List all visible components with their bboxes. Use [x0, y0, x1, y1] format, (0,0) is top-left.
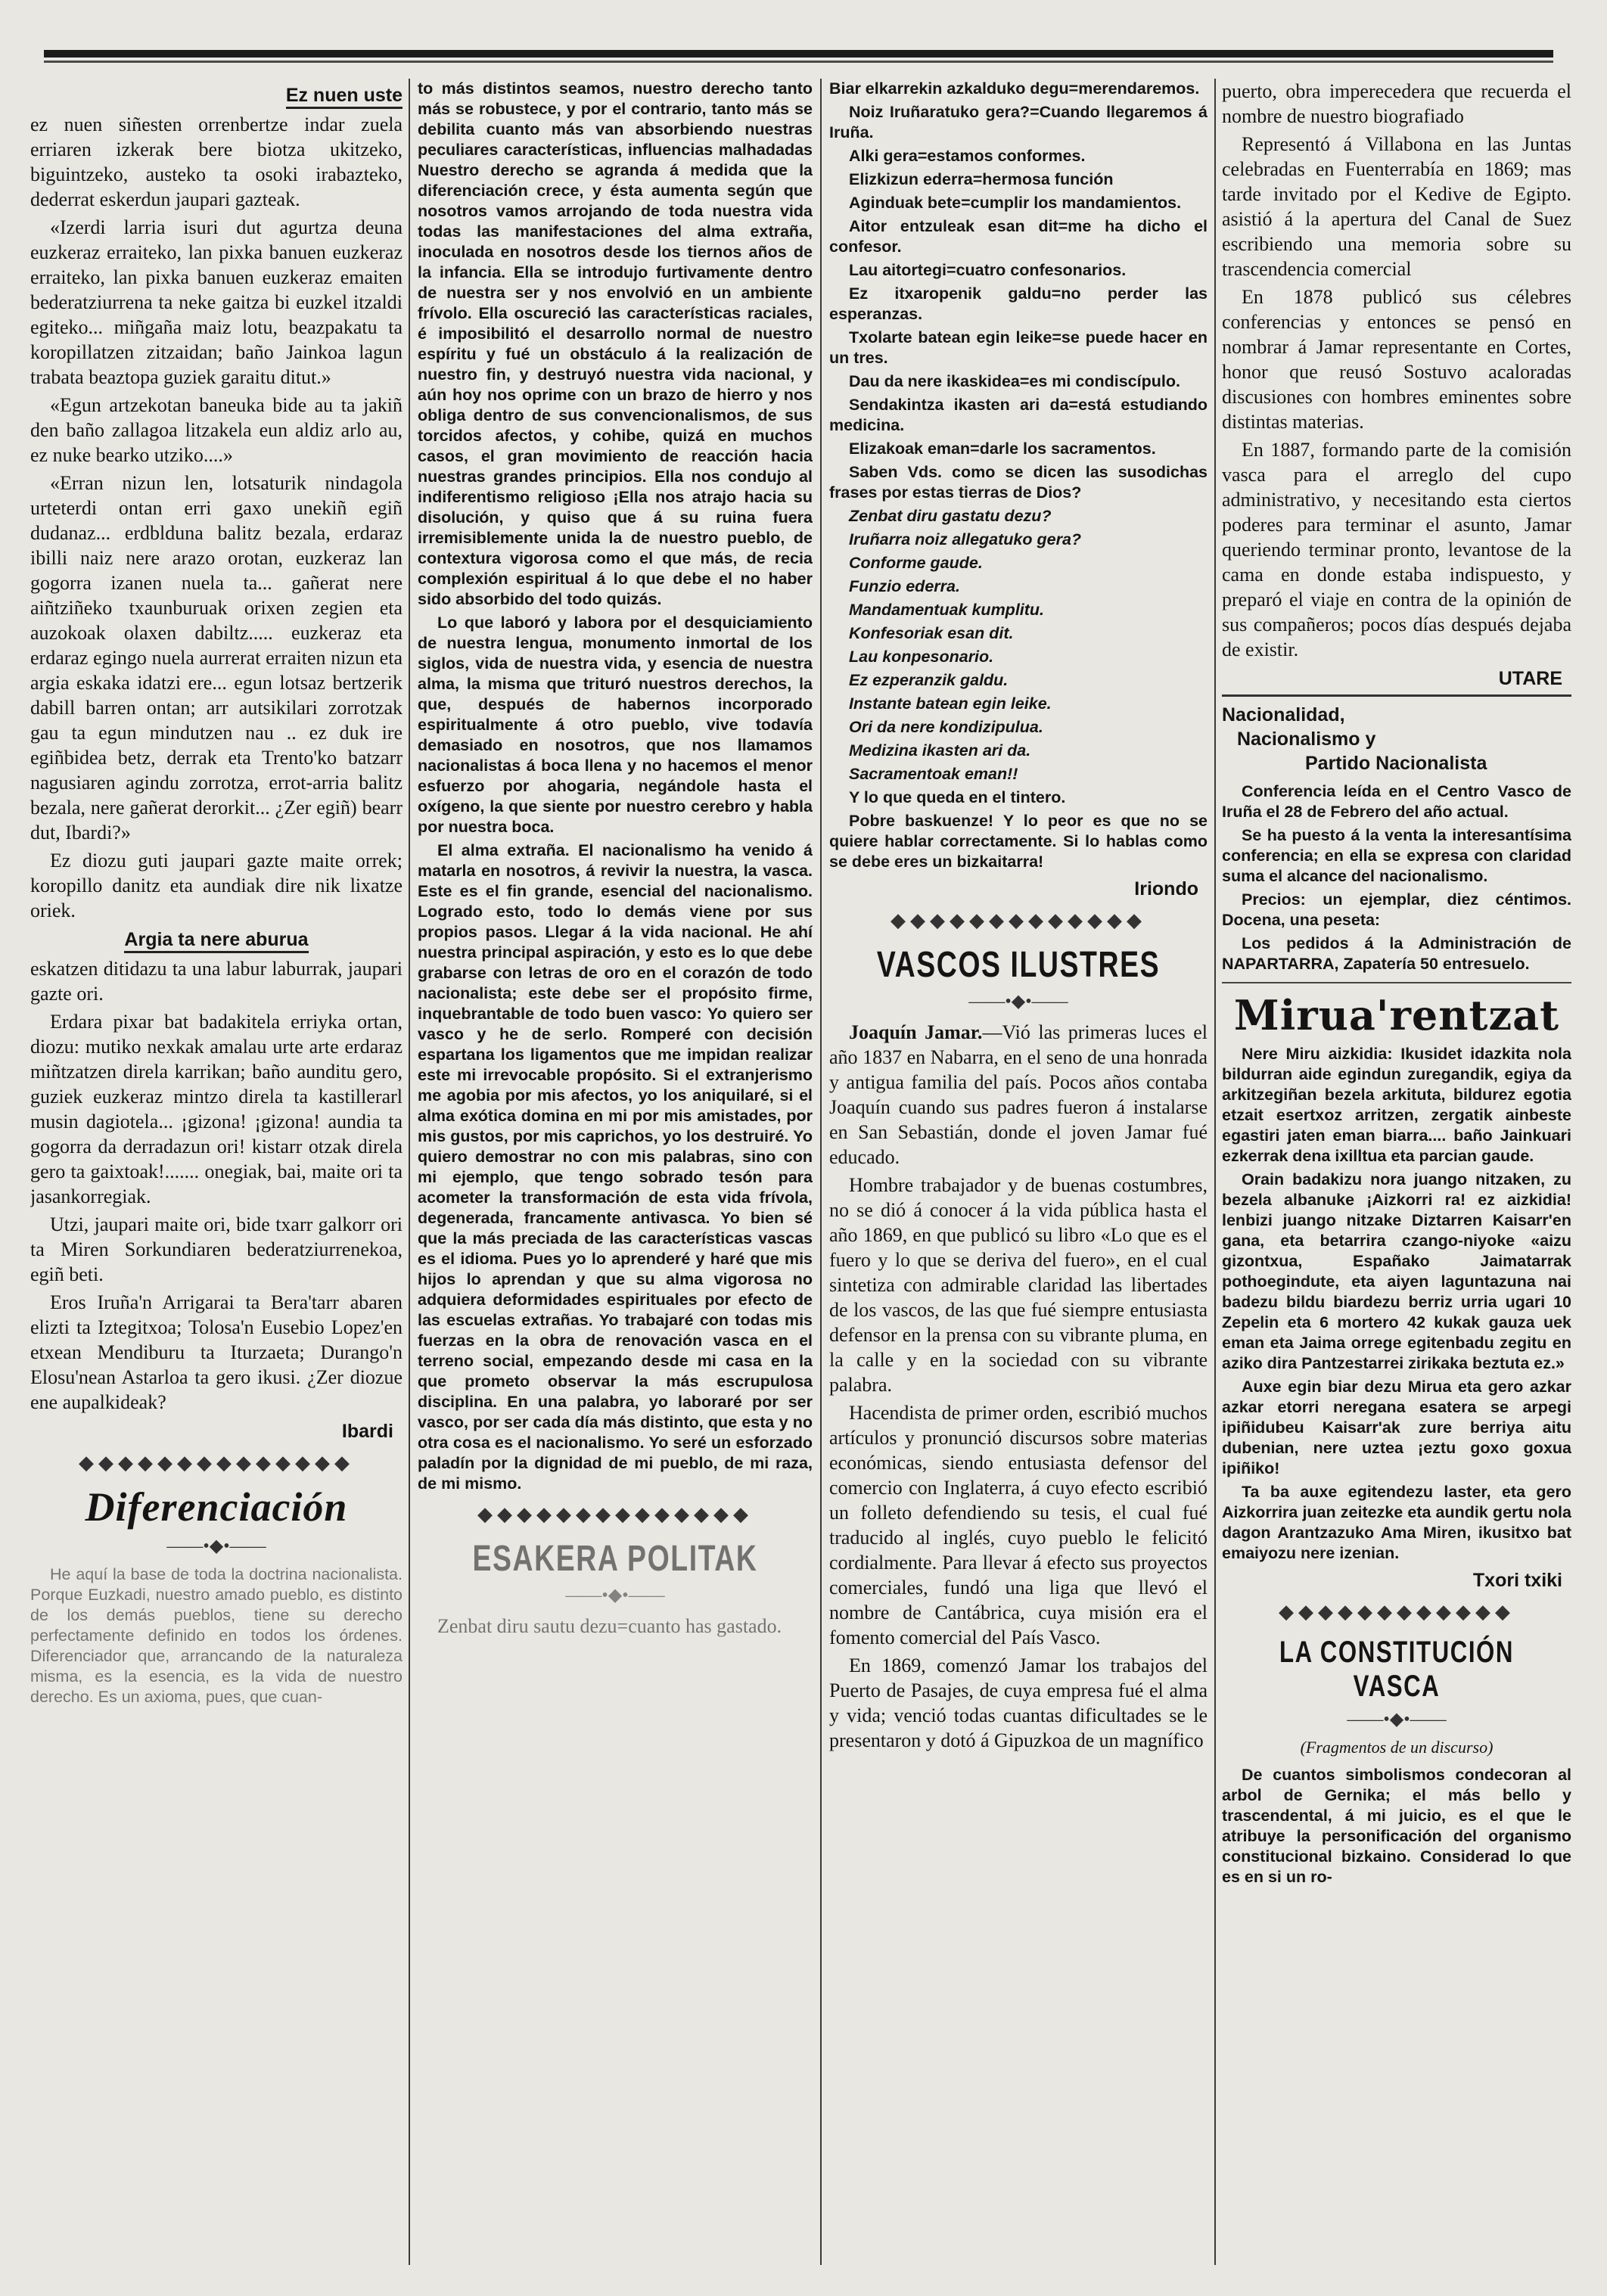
- column-rule: [409, 79, 410, 2265]
- phrase-item: Ez itxaropenik galdu=no perder las esperanzas.: [829, 284, 1208, 323]
- column-2: [418, 79, 813, 2273]
- paragraph: Nere Miru aizkidia: Ikusidet idazkita nola bildurran aide egindun zuregandik, egiya da arkitzegiñan bezela arkituta, bildurez egotia etzait esertxoz arritzen, zergatik ainbeste egastiri jaten eman biarra.... baño Jainkuari ezkerrak dena ixilltua eta parcian gaude.: [1222, 1045, 1571, 1165]
- signature: Iriondo: [1134, 878, 1198, 899]
- paragraph: Los pedidos á la Administración de NAPARTARRA, Zapatería 50 entresuelo.: [1222, 934, 1571, 973]
- paragraph: Conferencia leída en el Centro Vasco de Iruña el 28 de Febrero del año actual.: [1222, 782, 1571, 821]
- phrase-item: Sacramentoak eman!!: [849, 765, 1018, 783]
- article-body: [1222, 781, 1571, 974]
- article-title: Mirua'rentzat: [1233, 991, 1560, 1039]
- phrase-item: Txolarte batean egin leike=se puede hacer en un tres.: [829, 328, 1208, 367]
- article-body: [30, 956, 403, 1415]
- faded-paragraph: Zenbat diru sautu dezu=cuanto has gastado.: [437, 1615, 782, 1637]
- article-body: [1222, 1765, 1571, 1887]
- paragraph: El alma extraña. El nacionalismo ha venido á matarla en nosotros, á revivir la nuestra, la vasca. Este es el fin grande, esencial del nacionalismo. Logrado esto, todo lo demás viene por sus propios pasos. Llegar á la vida nacional. He ahí nuestra principal aspiración, y esto es lo que debe grabarse con letras de oro en el corazón de todo nacionalista; este debe ser el propósito firme, inquebrantable de todo buen vasco: Yo quiero ser vasco y he de serlo. Romperé con decisión espartana los ligamentos que me impidan realizar este mi irrevocable propósito. Si el extranjerismo me agobia por mis afectos, yo los aniquilaré, si el alma exótica domina en mi por mis amistades, por mis gustos, por mis caprichos, yo los destruiré. Yo quiero demostrar no con mis palabras, sino con mi ejemplo, que tengo sobrado tesón para acometer la transformación de esta vida frívola, degenerada, francamente antivasca. Yo bien sé que la más preciada de las características vascas es el idioma. Pues yo lo aprenderé y haré que mis hijos lo aprendan y que su alma vigorosa no adquiera deformidades espirituales por efecto de las escuelas extrañas. Yo trabajaré con todas mis fuerzas en la obra de renovación vasca en el terreno social, empezando desde mi casa en la que prometo observar la más escrupulosa disciplina. En una palabra, yo laboraré por ser vasco, por ser cada día más distinto, que esta y no otra cosa es el nacionalismo. Yo seré un esforzado paladín por la dignidad de mi pueblo, de mi raza, de mi mismo.: [418, 841, 813, 1493]
- phrase-item: Aginduak bete=cumplir los mandamientos.: [849, 194, 1182, 212]
- signature: Txori txiki: [1472, 1570, 1562, 1591]
- phrase-item: Konfesoriak esan dit.: [849, 624, 1014, 642]
- column-4: [1222, 79, 1571, 2273]
- phrase-item: Conforme gaude.: [849, 554, 983, 572]
- phrase-item: Aitor entzuleak esan dit=me ha dicho el confesor.: [829, 217, 1208, 256]
- paragraph: Hacendista de primer orden, escribió muchos artículos y pronunció discursos sobre materias económicas, siendo entusiasta defensor del comercio con Inglaterra, á cuyo efecto escribió un folleto defendiendo su tesis, el cual fué traducido al inglés, cuyo pueblo le felicitó cordialmente. Para llevar á efecto sus proyectos comerciales, fundó una liga que llevó el nombre de Cantábrica, cuya misión era el fomento comercial del País Vasco.: [829, 1402, 1208, 1648]
- phrase-item: Instante batean egin leike.: [849, 694, 1052, 713]
- paragraph: ez nuen siñesten orrenbertze indar zuela erriaren izkerak bere biotza ukitzeko, biguintzeko, austeko ta osoki irabazteko, dederrat eskerdun jaupari gazteak.: [30, 113, 403, 210]
- paragraph: Representó á Villabona en las Juntas celebradas en Fuenterrabía en 1869; mas tarde invitado por el Kedive de Egipto. asistió á la apertura del Canal de Suez escribiendo una memoria sobre su trascendencia comercial: [1222, 133, 1571, 280]
- paragraph: Utzi, jaupari maite ori, bide txarr galkorr ori ta Miren Sorkundiaren bederatziurrenekoa, egiñ beti.: [30, 1213, 403, 1285]
- paragraph: Hombre trabajador y de buenas costumbres, no se dió á conocer á la vida pública hasta el año 1869, en que publicó su libro «Lo que es el fuero y lo que se deriva del fuero», en el cual sintetiza con admirable claridad las libertades de los vascos, de las que fué siempre entusiasta defensor en la prensa con su vibrante pluma, en la calle y en la sociedad con su vibrante palabra.: [829, 1174, 1208, 1396]
- paragraph: —Vió las primeras luces el año 1837 en Nabarra, en el seno de una honrada y antigua familia del país. Pocos años contaba Joaquín cuando sus padres fueron á instalarse en San Sebastián, donde el joven Jamar fué educado.: [829, 1021, 1208, 1168]
- paragraph: eskatzen ditidazu ta una labur laburrak, jaupari gazte ori.: [30, 958, 403, 1005]
- divider: [1222, 982, 1571, 983]
- paragraph: to más distintos seamos, nuestro derecho tanto más se robustece, y por el contrario, tanto más se debilita cuanto más van absorbiendo nuestras peculiares características, influencias malhadadas Nuestro derecho se agranda á medida que la diferenciación crece, y ésta aumenta según que nosotros vamos arrojando de toda nuestra vida todas las manifestaciones del alma extraña, inoculada en nosotros desde los tiernos años de la infancia. Ella se introdujo furtivamente dentro de nuestra ser y nos envolvió en un ambiente frívolo. Ella oscureció las características raciales, é imposibilitó el desarrollo normal de nuestro espíritu y fué un obstáculo á la realización de nuestro fin, y destruyó nuestra vida nacional, y aún hoy nos oprime con un brazo de hierro y nos obliga dentro de sus convencionalismos, de sus torcidos afectos, y cohibe, quizá en muchos casos, el gran movimiento de reacción hacia nuestras grandes principios. Ella nos condujo al indiferentismo religioso ¡Ella nos atrajo hacia su disolución, y quiso que á su ruina fuera irremisiblemente unida la de nuestro pueblo, de contextura vigorosa como el que más, de recia complexión espiritual á lo que debe el no haber sido absorbido del todo quizás.: [418, 79, 813, 608]
- paragraph: Auxe egin biar dezu Mirua eta gero azkar azkar etorri neregana esatera se arpegi ipiñidubeu Kaisarr'ak zure berriya aitu dubenian, nere uztea ¡eztu goxo goxua ipiñiko!: [1222, 1378, 1571, 1477]
- phrase-item: Noiz Iruñaratuko gera?=Cuando llegaremos á Iruña.: [829, 103, 1208, 141]
- ornament-divider: ◆◆◆◆◆◆◆◆◆◆◆◆◆: [891, 909, 1146, 931]
- paragraph: De cuantos simbolismos condecoran al arbol de Gernika; el más bello y trascendental, á mi juicio, es el que le atribuye la personificación del organismo constitucional bizkaino. Considerad lo que es en si un ro-: [1222, 1766, 1571, 1886]
- column-rule: [1214, 79, 1216, 2265]
- phrase-item: Mandamentuak kumplitu.: [849, 601, 1045, 619]
- newspaper-page: [30, 79, 1571, 2280]
- lead-name: Joaquín Jamar.: [849, 1021, 983, 1043]
- paragraph: Ta ba auxe egitendezu laster, eta gero Aizkorrira juan zeitezke eta aundik gertu nola dagon Arantzazuko Ama Miren, ikusitxo bat emaiyozu nere izenian.: [1222, 1483, 1571, 1562]
- paragraph: Se ha puesto á la venta la interesantísima conferencia; en ella se expresa con claridad suma el alcance del nacionalismo.: [1222, 826, 1571, 885]
- phrase-item: Ez ezperanzik galdu.: [849, 671, 1009, 689]
- paragraph: Eros Iruña'n Arrigarai ta Bera'tarr abaren elizti ta Iztegitxoa; Tolosa'n Eusebio Lopez'en etxean Mendiburu ta Iturzaeta; Durango'n Elosu'nean Astarloa ta gero ikusi. ¿Zer diozue ene aupalkideak?: [30, 1291, 403, 1413]
- faded-paragraph: He aquí la base de toda la doctrina nacionalista. Porque Euzkadi, nuestro amado pueblo, es distinto de los demás pueblos, tiene su derecho perfectamente definido en todos los órdenes. Diferenciador que, arrancando de la naturaleza misma, es la esencia, es la vida de nuestro derecho. Es un axioma, pues, que cuan-: [30, 1565, 403, 1706]
- article-body: [30, 112, 403, 923]
- signature: UTARE: [1498, 668, 1562, 689]
- phrase-item: Alki gera=estamos conformes.: [849, 147, 1086, 165]
- article-subtitle: (Fragmentos de un discurso): [1300, 1738, 1494, 1757]
- paragraph: «Izerdi larria isuri dut agurtza deuna euzkeraz erraiteko, lan pixka banuen euzkeraz erraiteko, lan pixka banuen euzkeraz emaiten bederatziurrena ta neke gaitza bi euzkel itzaldi egiteko... miñgaña maiz lotu, beazpakatu ta koropillatzen zitzaidan; baño Jainkoa lagun trabata beaztopa guziek garaitu ditut.»: [30, 216, 403, 388]
- phrase-list: [829, 79, 1208, 872]
- ornament-divider: ◆◆◆◆◆◆◆◆◆◆◆◆◆◆: [477, 1503, 753, 1525]
- phrase-item: Biar elkarrekin azkalduko degu=merendaremos.: [829, 79, 1200, 98]
- signature: Ibardi: [341, 1421, 393, 1442]
- paragraph: «Egun artzekotan baneuka bide au ta jakiñ den baño zallagoa litzakela eun aldiz arlo au, ez nuke bearko utziko....»: [30, 394, 403, 466]
- phrase-item: Zenbat diru gastatu dezu?: [849, 507, 1052, 525]
- heading-line: Partido Nacionalista: [1305, 753, 1487, 774]
- article-heading: Ez nuen uste: [286, 85, 403, 109]
- paragraph: Ez diozu guti jaupari gazte maite orrek; koropillo danitz eta aundiak dire nik lixatze oriek.: [30, 850, 403, 921]
- phrase-item: Elizakoak eman=darle los sacramentos.: [849, 440, 1156, 458]
- top-rule-thin: [44, 61, 1553, 63]
- heading-line: Nacionalidad,: [1222, 704, 1345, 725]
- phrase-item: Dau da nere ikaskidea=es mi condiscípulo.: [849, 372, 1180, 390]
- paragraph: Erdara pixar bat badakitela erriyka ortan, diozu: mutiko nexkak amalau urte arte erdaraz miñtzatzen direla karrikan; baño aunditu gero, guziek euzkeraz mintzo direla ta kastillerarl musin dagiotela... ¡gizona! ¡gizona! aundia ta gogorra da derradazun ori! kistarr otzak direla gero ta gaixtoak!....... onegiak, bai, maite ori ta jasankorregiak.: [30, 1011, 403, 1207]
- paragraph: Lo que laboró y labora por el desquiciamiento de nuestra lengua, monumento inmortal de los siglos, vida de nuestra vida, y esencia de nuestra alma, la misma que trituró nuestros derechos, la que, después de habernos incorporado espiritualmente á otro pueblo, vive todavía demasiado en nosotros, que nos llamamos nacionalistas á boca llena y no hacemos el menor esfuerzo por ahogaria, negándole hasta el oxígeno, la que siente por nuestro cerebro y habla por nuestra boca.: [418, 614, 813, 836]
- paragraph: Precios: un ejemplar, diez céntimos. Docena, una peseta:: [1222, 890, 1571, 929]
- paragraph: «Erran nizun len, lotsaturik nindagola urteterdi ontan erri gaxo unekiñ egiñ dudanaz... erdbldunа balitz bezala, erdaraz ibilli naiz nere arazo orotan, euzkeraz lan gogorra izanen nuela ta... gañerat nere aiñtziñeko txaunburuak orixen zegien eta auzokoak olaxen dabiltz..... euzkeraz eta erdaraz egingo nuela aurrerat erraiten nizun eta argia eskaka idatzi ere... egun lotsaz bertzerik dabill barren ontan; arr autsikilari zorrotzak gau ta egun mindutzen nau .. ez duk ire egiñbidea betz, derrak eta Trento'ko batzarr nagusiaren agindu zorrotza, errot-arria balitz bezala, nere gañerat derorkit... ¿Zer egiñ) bearr dut, Ibardi?»: [30, 472, 403, 844]
- column-1: [30, 79, 403, 2273]
- ornament-divider: ——•◆•——: [1347, 1710, 1447, 1729]
- article-title: ESAKERA POLITAK: [472, 1539, 758, 1579]
- section-heading: [1222, 703, 1571, 775]
- paragraph: En 1887, formando parte de la comisión vasca para el arreglo del cupo administrativo, y necesitando esta ciertos poderes para terminar el asunto, Jamar queriendo terminar pronto, levantose de la cama en donde estaba indispuesto, y preparó el viaje en contra de la opinión de sus compañeros; pocos días después dejaba de existir.: [1222, 439, 1571, 660]
- article-heading: Argia ta nere aburua: [124, 929, 308, 953]
- phrase-item: Y lo que queda en el tintero.: [849, 788, 1066, 806]
- ornament-divider: ——•◆•——: [565, 1586, 665, 1605]
- paragraph: puerto, obra imperecedera que recuerda el nombre de nuestro biografiado: [1222, 80, 1571, 127]
- article-body: [1222, 79, 1571, 662]
- article-title: VASCOS ILUSTRES: [876, 945, 1161, 985]
- phrase-item: Lau konpesonario.: [849, 648, 994, 666]
- paragraph: En 1878 publicó sus célebres conferencias y entonces se pensó en nombrar á Jamar representante en Cortes, honor que reusó Sostuvo acaloradas discusiones con hombres eminentes sobre distintas materias.: [1222, 286, 1571, 433]
- column-3: [829, 79, 1208, 2273]
- paragraph: En 1869, comenzó Jamar los trabajos del Puerto de Pasajes, de cuya empresa fué el alma y vida; venció todas cuantas dificultades se le presentaron y dotó á Gipuzkoa de un magnífico: [829, 1654, 1208, 1751]
- phrase-item: Lau aitortegi=cuatro confesonarios.: [849, 261, 1127, 279]
- top-rule: [44, 50, 1553, 57]
- column-rule: [820, 79, 822, 2265]
- phrase-item: Ori da nere kondizipulua.: [849, 718, 1043, 736]
- phrase-item: Saben Vds. como se dicen las susodichas frases por estas tierras de Dios?: [829, 463, 1208, 502]
- article-title: LA CONSTITUCIÓN VASCA: [1279, 1636, 1514, 1703]
- article-body: [1222, 1044, 1571, 1564]
- article-body: [829, 1020, 1208, 1753]
- article-body: [418, 79, 813, 1494]
- phrase-item: Medizina ikasten ari da.: [849, 741, 1031, 760]
- article-title: Diferenciación: [85, 1484, 348, 1530]
- ornament-divider: ◆◆◆◆◆◆◆◆◆◆◆◆: [1279, 1601, 1515, 1623]
- ornament-divider: ——•◆•——: [968, 992, 1068, 1011]
- phrase-item: Funzio ederra.: [849, 577, 960, 595]
- phrase-item: Elizkizun ederra=hermosa función: [849, 170, 1114, 188]
- paragraph: Orain badakizu nora juango nitzaken, zu bezela albanuke ¡Aizkorri ra! ez aizkidia! lenbizi juango nitzake Diztarren Kaisarr'en gana, eta betarrira czango-niyoke «aizu gizontxua, Españako Jaimatarrak pothoegindute, eta aiyen laguntazuna nai badezu bildu biardezu berriz urria ugari 10 Zepelin eta 6 mortero 42 kukak gauza uek eman eta Jaima orrege egitenbadu zegitu en aziko dira Pantzestarrei zirikaka beztuta ez.»: [1222, 1170, 1571, 1372]
- ornament-divider: ——•◆•——: [166, 1536, 266, 1556]
- phrase-item: Iruñarra noiz allegatuko gera?: [849, 530, 1082, 548]
- phrase-item: Pobre baskuenze! Y lo peor es que no se quiere hablar correctamente. Si lo hablas como se debe eres un bizkaitarra!: [829, 812, 1208, 871]
- divider: [1222, 694, 1571, 697]
- ornament-divider: ◆◆◆◆◆◆◆◆◆◆◆◆◆◆: [79, 1452, 354, 1474]
- heading-line: Nacionalismo y: [1237, 729, 1376, 750]
- phrase-item: Sendakintza ikasten ari da=está estudiando medicina.: [829, 396, 1208, 434]
